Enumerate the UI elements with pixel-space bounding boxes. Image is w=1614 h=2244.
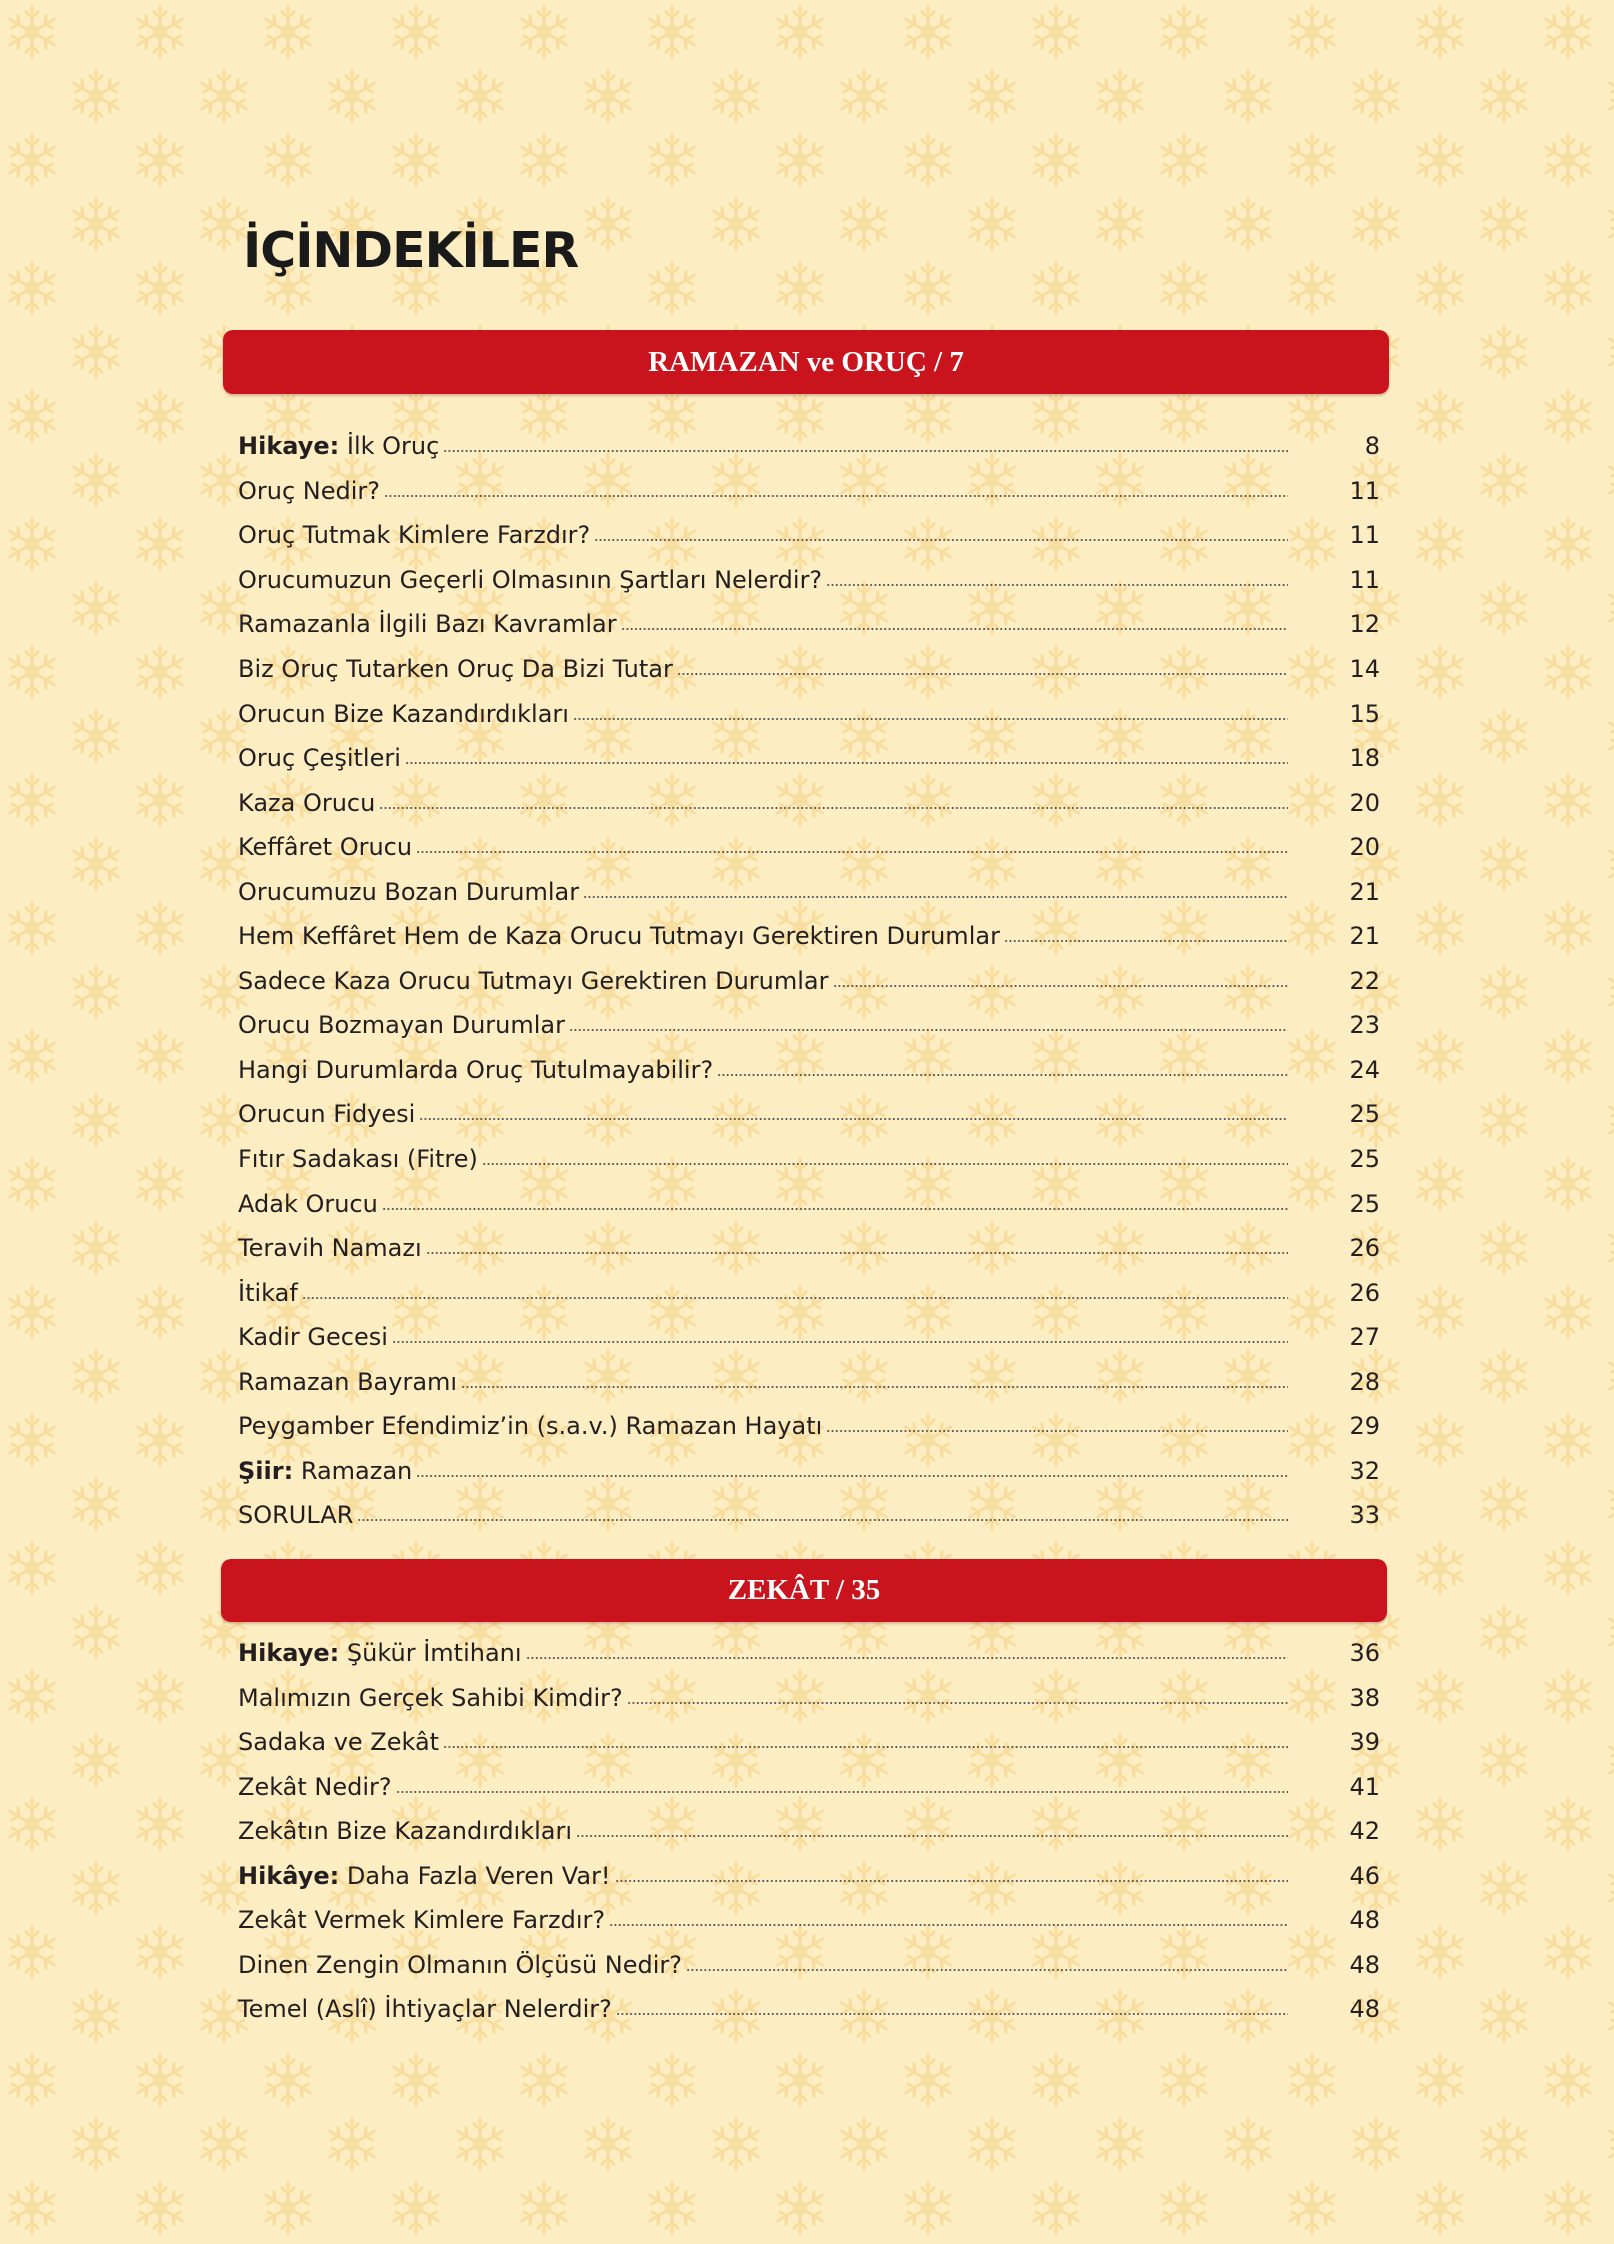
toc-entry-title: Oruç Çeşitleri [238, 744, 401, 773]
toc-entry[interactable] [238, 1765, 1380, 1810]
toc-entry-title: Orucu Bozmayan Durumlar [238, 1011, 565, 1040]
toc-entry[interactable] [238, 825, 1380, 870]
toc-page-number: 48 [1349, 1950, 1380, 1979]
toc-page-number: 36 [1349, 1639, 1380, 1668]
toc-page-number: 26 [1349, 1278, 1380, 1307]
leader-dots [379, 807, 1288, 809]
leader-dots [416, 851, 1288, 853]
toc-entry-title: Şiir: Ramazan [238, 1456, 413, 1485]
toc-page-number: 26 [1349, 1234, 1380, 1263]
toc-page-number: 12 [1349, 610, 1380, 639]
toc-page-number: 46 [1349, 1861, 1380, 1890]
toc-page-number: 20 [1349, 833, 1380, 862]
toc-page-number: 33 [1349, 1501, 1380, 1530]
leader-dots [686, 1969, 1288, 1971]
leader-dots [826, 584, 1288, 586]
toc-entry-title: Adak Orucu [238, 1189, 378, 1218]
toc-page-number: 32 [1349, 1456, 1380, 1485]
toc-page-number: 38 [1349, 1683, 1380, 1712]
leader-dots [526, 1657, 1288, 1659]
toc-entry[interactable] [238, 1854, 1380, 1899]
toc-entry[interactable] [238, 1137, 1380, 1182]
toc-entry-title: SORULAR [238, 1501, 354, 1530]
toc-entry[interactable] [238, 1048, 1380, 1093]
toc-entry[interactable] [238, 1987, 1380, 2032]
leader-dots [382, 1208, 1288, 1210]
leader-dots [482, 1163, 1288, 1165]
leader-dots [615, 1880, 1288, 1882]
toc-page-number: 39 [1349, 1728, 1380, 1757]
leader-dots [826, 1430, 1288, 1432]
toc-page-number: 48 [1349, 1995, 1380, 2024]
toc-entry[interactable] [238, 602, 1380, 647]
toc-page-number: 21 [1349, 922, 1380, 951]
toc-entry-title: Dinen Zengin Olmanın Ölçüsü Nedir? [238, 1950, 683, 1979]
toc-page-number: 25 [1349, 1100, 1380, 1129]
toc-entry[interactable] [238, 1631, 1380, 1676]
toc-entry-title: Orucun Bize Kazandırdıkları [238, 699, 569, 728]
toc-page-number: 25 [1349, 1189, 1380, 1218]
toc-entry[interactable] [238, 469, 1380, 514]
toc-entry[interactable] [238, 1226, 1380, 1271]
section-banner-zekat [221, 1559, 1387, 1622]
toc-entry[interactable] [238, 959, 1380, 1004]
leader-dots [443, 1746, 1288, 1748]
toc-page-number: 21 [1349, 877, 1380, 906]
toc-entry[interactable] [238, 736, 1380, 781]
leader-dots [392, 1341, 1288, 1343]
toc-entry-title: Zekâtın Bize Kazandırdıkları [238, 1817, 573, 1846]
toc-entry[interactable] [238, 1404, 1380, 1449]
leader-dots [573, 718, 1288, 720]
toc-entry-title: Keffâret Orucu [238, 833, 413, 862]
toc-page-number: 29 [1349, 1412, 1380, 1441]
toc-entry[interactable] [238, 513, 1380, 558]
toc-page-number: 25 [1349, 1145, 1380, 1174]
leader-dots [576, 1835, 1288, 1837]
leader-dots [443, 450, 1288, 452]
leader-dots [1004, 940, 1288, 942]
leader-dots [419, 1118, 1288, 1120]
leader-dots [833, 985, 1289, 987]
toc-entry-title: Orucumuzu Bozan Durumlar [238, 877, 580, 906]
toc-entry-title: Peygamber Efendimiz’in (s.a.v.) Ramazan Hayatı [238, 1412, 823, 1441]
toc-entry-title: Hikâye: Daha Fazla Veren Var! [238, 1861, 611, 1890]
toc-entry-title: Oruç Nedir? [238, 476, 381, 505]
leader-dots [583, 896, 1288, 898]
toc-page-number: 20 [1349, 788, 1380, 817]
toc-entry-title: Fıtır Sadakası (Fitre) [238, 1145, 478, 1174]
toc-page-number: 18 [1349, 744, 1380, 773]
toc-entry-title: İtikaf [238, 1278, 298, 1307]
toc-entry-prefix: Hikaye: [238, 1639, 340, 1668]
leader-dots [461, 1386, 1288, 1388]
leader-dots [396, 1791, 1288, 1793]
toc-entry-title: Kadir Gecesi [238, 1323, 388, 1352]
leader-dots [357, 1519, 1288, 1521]
toc-entry[interactable] [238, 780, 1380, 825]
toc-entry[interactable] [238, 1809, 1380, 1854]
toc-entry-prefix: Hikâye: [238, 1861, 340, 1890]
toc-entry-title: Malımızın Gerçek Sahibi Kimdir? [238, 1683, 623, 1712]
leader-dots [609, 1924, 1288, 1926]
toc-entry[interactable] [238, 1315, 1380, 1360]
leader-dots [405, 762, 1288, 764]
toc-entry[interactable] [238, 647, 1380, 692]
leader-dots [616, 2013, 1288, 2015]
toc-entry-title: Orucun Fidyesi [238, 1100, 416, 1129]
toc-entry-title: Teravih Namazı [238, 1234, 422, 1263]
toc-entry[interactable] [238, 1676, 1380, 1721]
toc-entry[interactable] [238, 1720, 1380, 1765]
toc-page-number: 28 [1349, 1367, 1380, 1396]
leader-dots [677, 673, 1288, 675]
toc-entry[interactable] [238, 1449, 1380, 1494]
toc-entry[interactable] [238, 1493, 1380, 1538]
toc-entry-title: Zekât Nedir? [238, 1772, 392, 1801]
toc-entry[interactable] [238, 424, 1380, 469]
toc-entry[interactable] [238, 1898, 1380, 1943]
toc-entry-title: Biz Oruç Tutarken Oruç Da Bizi Tutar [238, 655, 673, 683]
leader-dots [594, 539, 1288, 541]
toc-list-zekat [238, 1631, 1380, 2032]
toc-page-number: 27 [1349, 1323, 1380, 1352]
toc-page-number: 11 [1349, 565, 1380, 594]
toc-entry-title: Hem Keffâret Hem de Kaza Orucu Tutmayı Gerektiren Durumlar [238, 922, 1000, 951]
leader-dots [302, 1297, 1288, 1299]
section-banner-title: RAMAZAN ve ORUÇ / 7 [648, 345, 964, 378]
toc-entry-title: Kaza Orucu [238, 788, 376, 817]
toc-entry-title: Hikaye: İlk Oruç [238, 432, 440, 461]
toc-page-number: 24 [1349, 1055, 1380, 1084]
toc-entry[interactable] [238, 691, 1380, 736]
toc-entry[interactable] [238, 1003, 1380, 1048]
toc-entry[interactable] [238, 914, 1380, 959]
toc-entry-prefix: Hikaye: [238, 432, 340, 461]
toc-page-number: 48 [1349, 1906, 1380, 1935]
toc-page-number: 22 [1349, 966, 1380, 995]
toc-entry-title: Oruç Tutmak Kimlere Farzdır? [238, 521, 591, 550]
toc-entry-title: Orucumuzun Geçerli Olmasının Şartları Nelerdir? [238, 565, 823, 594]
toc-entry[interactable] [238, 1092, 1380, 1137]
toc-page-number: 15 [1349, 699, 1380, 728]
toc-entry-prefix: Şiir: [238, 1456, 294, 1485]
leader-dots [627, 1702, 1288, 1704]
toc-entry-title: Sadece Kaza Orucu Tutmayı Gerektiren Durumlar [238, 966, 829, 995]
toc-entry-title: Sadaka ve Zekât [238, 1728, 440, 1757]
toc-entry-title: Ramazan Bayramı [238, 1367, 458, 1396]
toc-entry-title: Temel (Aslî) İhtiyaçlar Nelerdir? [238, 1995, 612, 2024]
leader-dots [384, 495, 1288, 497]
toc-entry-title: Zekât Vermek Kimlere Farzdır? [238, 1906, 606, 1935]
leader-dots [416, 1475, 1288, 1477]
section-banner-title: ZEKÂT / 35 [727, 1574, 881, 1606]
section-banner-ramazan [223, 330, 1389, 394]
toc-entry[interactable] [238, 1943, 1380, 1988]
toc-page-number: 41 [1349, 1772, 1380, 1801]
page-title: İÇİNDEKİLER [243, 222, 579, 279]
toc-page-number: 23 [1349, 1011, 1380, 1040]
toc-entry[interactable] [238, 558, 1380, 603]
toc-page-number: 8 [1364, 432, 1380, 461]
toc-page-number: 42 [1349, 1817, 1380, 1846]
leader-dots [426, 1252, 1288, 1254]
leader-dots [717, 1074, 1288, 1076]
toc-entry[interactable] [238, 869, 1380, 914]
toc-page-number: 11 [1349, 476, 1380, 505]
toc-entry-title: Hikaye: Şükür İmtihanı [238, 1639, 522, 1668]
toc-list-ramazan [238, 424, 1380, 1538]
toc-entry-title: Ramazanla İlgili Bazı Kavramlar [238, 610, 617, 639]
leader-dots [621, 628, 1288, 630]
toc-entry[interactable] [238, 1359, 1380, 1404]
toc-page-number: 11 [1349, 521, 1380, 550]
toc-entry[interactable] [238, 1181, 1380, 1226]
toc-page-number: 14 [1349, 655, 1380, 683]
toc-entry[interactable] [238, 1270, 1380, 1315]
leader-dots [569, 1029, 1288, 1031]
toc-entry-title: Hangi Durumlarda Oruç Tutulmayabilir? [238, 1055, 714, 1084]
